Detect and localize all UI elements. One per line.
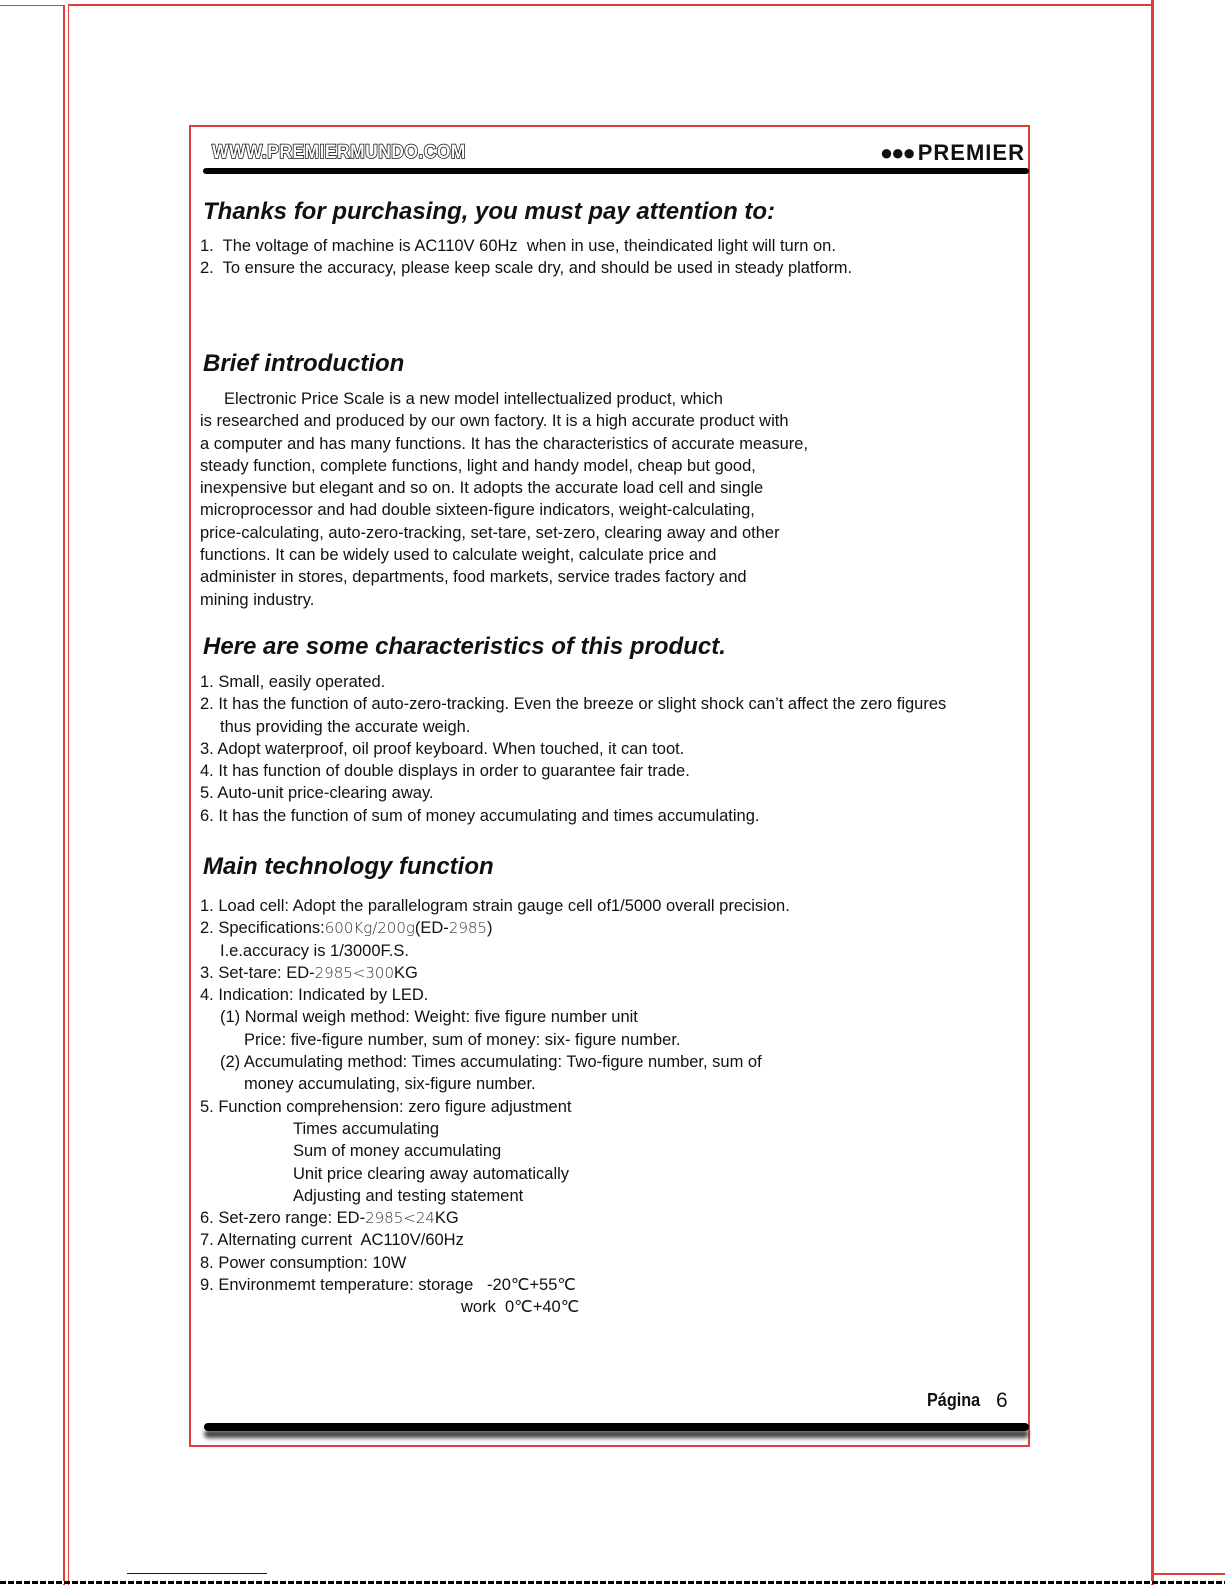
list-item: 1. Load cell: Adopt the parallelogram strain gauge cell of1/5000 overall precision. (200, 897, 790, 915)
list-item (200, 962, 790, 984)
sub-item: (2) Accumulating method: Times accumulating: Two-figure number, sum of (220, 1053, 762, 1072)
list-item: 3. Adopt waterproof, oil proof keyboard. When touched, it can toot. (200, 739, 685, 758)
paragraph-line: is researched and produced by our own factory. It is a high accurate product with (200, 412, 789, 431)
function-item: Adjusting and testing statement (293, 1186, 524, 1205)
list-item-continuation: work 0℃+40℃ (461, 1298, 580, 1317)
list-item: 7. Alternating current AC110V/60Hz (200, 1231, 464, 1250)
list-item: 6. It has the function of sum of money accumulating and times accumulating. (200, 806, 760, 825)
list-item: 4. It has function of double displays in order to guarantee fair trade. (200, 762, 690, 781)
page-border-top (68, 4, 1151, 6)
footer-rule (204, 1423, 1029, 1431)
paragraph-line: steady function, complete functions, light and handy model, cheap but good, (200, 456, 756, 475)
page-number: 6 (996, 1389, 1008, 1412)
function-item: Unit price clearing away automatically (293, 1164, 570, 1183)
spec-model-prefix: (ED- (414, 919, 449, 938)
page-border-top-left (0, 5, 65, 6)
page-border-bottom-right (1154, 1573, 1225, 1575)
paragraph-line: functions. It can be widely used to calculate weight, calculate price and (200, 546, 717, 565)
set-zero-value: 2985<24 (365, 1209, 435, 1228)
list-item: 8. Power consumption: 10W (200, 1253, 407, 1272)
sub-item-continuation: money accumulating, six-figure number. (244, 1075, 536, 1094)
paragraph-line: Electronic Price Scale is a new model intellectualized product, which (224, 390, 723, 408)
list-item: 9. Environmemt temperature: storage -20℃+55℃ (200, 1276, 576, 1295)
list-item: 1. Small, easily operated. (200, 673, 386, 691)
page-border-left-outer (63, 5, 65, 1585)
link-underline[interactable] (127, 1573, 267, 1574)
heading-main-technology: Main technology function (203, 853, 494, 880)
set-zero-label: 6. Set-zero range: ED- (200, 1209, 366, 1228)
list-item: 1. The voltage of machine is AC110V 60Hz when in use, theindicated light will turn on. (200, 237, 836, 255)
set-zero-unit: KG (434, 1209, 459, 1228)
heading-characteristics: Here are some characteristics of this product. (203, 633, 726, 660)
list-item (200, 1207, 790, 1229)
paragraph-line: price-calculating, auto-zero-tracking, set-tare, set-zero, clearing away and other (200, 523, 780, 542)
list-item (200, 917, 790, 939)
premier-logo (880, 140, 1025, 166)
paragraph-line: administer in stores, departments, food markets, service trades factory and (200, 568, 747, 587)
sub-item-continuation: Price: five-figure number, sum of money: six- figure number. (244, 1030, 681, 1049)
characteristics-list (200, 671, 946, 827)
list-item: 5. Auto-unit price-clearing away. (200, 784, 434, 803)
paragraph-line: inexpensive but elegant and so on. It adopts the accurate load cell and single (200, 479, 764, 498)
introduction-paragraph (200, 388, 808, 611)
spec-label: 2. Specifications: (200, 919, 325, 938)
tare-unit: KG (394, 963, 418, 982)
list-item: 4. Indication: Indicated by LED. (200, 986, 429, 1005)
sub-item: (1) Normal weigh method: Weight: five figure number unit (220, 1008, 638, 1027)
heading-attention: Thanks for purchasing, you must pay attention to: (203, 198, 776, 225)
list-item: 2. To ensure the accuracy, please keep scale dry, and should be used in steady platform. (200, 259, 853, 278)
attention-list (200, 235, 852, 280)
brand-dots-icon: ●●● (879, 140, 914, 165)
technology-list (200, 895, 790, 1319)
function-item: Times accumulating (293, 1119, 440, 1138)
tare-label: 3. Set-tare: ED- (200, 963, 315, 982)
heading-brief-introduction: Brief introduction (203, 350, 405, 377)
tare-value: 2985<300 (314, 963, 394, 982)
page-border-right (1151, 0, 1154, 1585)
spec-close: ) (487, 919, 493, 938)
page-border-left-inner (68, 5, 69, 1585)
paragraph-line: mining industry. (200, 590, 315, 609)
page-label: Página (927, 1390, 981, 1410)
list-item-continuation: I.e.accuracy is 1/3000F.S. (220, 941, 409, 960)
brand-name: PREMIER (917, 140, 1025, 165)
header-rule (203, 168, 1029, 174)
paragraph-line: a computer and has many functions. It has the characteristics of accurate measure, (200, 434, 809, 453)
website-logo[interactable]: WWW.PREMIERMUNDO.COM (212, 142, 466, 163)
function-item: Sum of money accumulating (293, 1142, 502, 1161)
list-item-continuation: thus providing the accurate weigh. (220, 717, 471, 736)
list-item: 2. It has the function of auto-zero-tracking. Even the breeze or slight shock can’t affect the zero figures (200, 695, 947, 714)
spec-value: 600Kg/200g (324, 919, 415, 938)
list-item: 5. Function comprehension: zero figure adjustment (200, 1097, 572, 1116)
paragraph-line: microprocessor and had double sixteen-figure indicators, weight-calculating, (200, 501, 755, 520)
spec-model-number: 2985 (448, 919, 487, 938)
page-bottom-dashed-border (0, 1581, 1225, 1584)
